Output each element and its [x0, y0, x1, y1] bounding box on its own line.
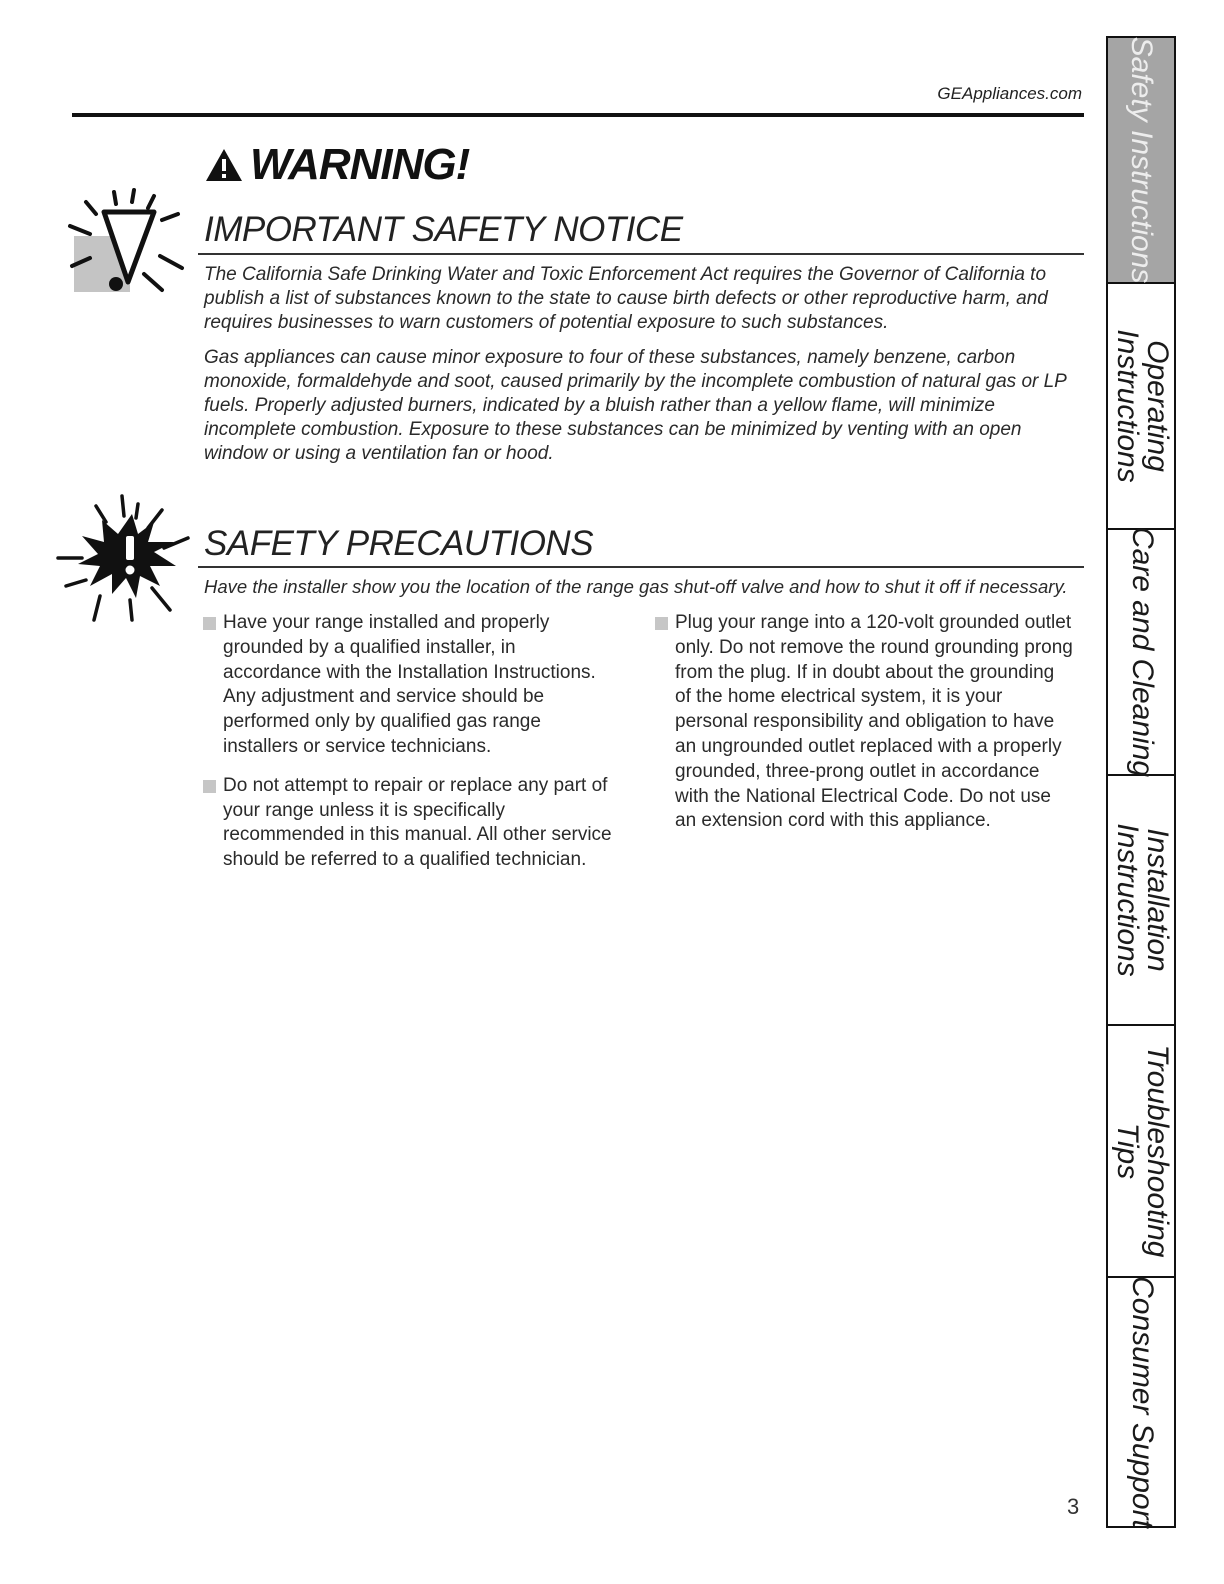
- tab-care-and-cleaning[interactable]: [1106, 526, 1176, 778]
- tab-label: [1112, 1045, 1172, 1258]
- tab-label-line: Installation: [1141, 828, 1174, 972]
- bullet-text: Plug your range into a 120-volt grounded outlet only. Do not remove the round grounding prong from the plug. If in doubt about the grounding of the home electrical system, it is your personal responsibility and obligation to have an ungrounded outlet replaced with a properly grounded, three-prong outlet in accordance with the National Electrical Code. Do not use an extension cord with this appliance.: [675, 612, 1073, 832]
- tab-label-line: Tips: [1111, 1122, 1144, 1180]
- warning-title: WARNING!: [250, 140, 470, 189]
- tab-safety-instructions[interactable]: [1106, 36, 1176, 284]
- tab-label-line: Instructions: [1111, 823, 1144, 977]
- starburst-exclamation-icon: [52, 490, 198, 635]
- tab-label: [1112, 329, 1172, 482]
- list-item: [203, 774, 613, 873]
- tab-operating-instructions[interactable]: [1106, 284, 1176, 530]
- warning-heading: [204, 140, 469, 190]
- tab-label-line: Instructions: [1111, 329, 1144, 483]
- site-url: GEAppliances.com: [937, 84, 1082, 103]
- precautions-rule: [198, 566, 1084, 568]
- tab-label: Safety Instructions: [1125, 36, 1158, 284]
- notice-title: IMPORTANT SAFETY NOTICE: [204, 210, 683, 249]
- bullet-square-icon: [203, 617, 216, 630]
- tab-label-line: Operating: [1141, 340, 1174, 472]
- notice-rule: [198, 253, 1084, 255]
- tab-label: Care and Cleaning: [1126, 526, 1159, 778]
- bullet-square-icon: [203, 780, 216, 793]
- bullet-text: Do not attempt to repair or replace any part of your range unless it is specifically recommended in this manual. All other service should be referred to a qualified technician.: [223, 774, 612, 871]
- right-bullet-column: [655, 611, 1075, 848]
- bullet-text: Have your range installed and properly grounded by a qualified installer, in accordance with the Installation Instructions. Any adjustment and service should be performed only by qualified gas range installers or service technicians.: [223, 612, 596, 757]
- page-number: 3: [1067, 1494, 1080, 1519]
- installer-note: Have the installer show you the location of the range gas shut-off valve and how to shut it off if necessary.: [204, 576, 1068, 597]
- notice-paragraph: The California Safe Drinking Water and Toxic Enforcement Act requires the Governor of California to publish a list of substances known to the state to cause birth defects or other reproductive harm, and requires businesses to warn customers of potential exposure to such substances.: [204, 264, 1048, 333]
- tab-label: [1112, 823, 1172, 976]
- tab-strip-edge: [1174, 36, 1176, 1528]
- precautions-title: SAFETY PRECAUTIONS: [204, 524, 594, 563]
- bullet-square-icon: [655, 617, 668, 630]
- notice-paragraph: Gas appliances can cause minor exposure to four of these substances, namely benzene, carbon monoxide, formaldehyde and soot, caused primarily by the incomplete combustion of natural gas or LP fuels. Properly adjusted burners, indicated by a bluish rather than a yellow flame, will minimize incomplete combustion. Exposure to these substances can be minimized by venting with an open window or using a ventilation fan or hood.: [204, 347, 1067, 464]
- tab-consumer-support[interactable]: [1106, 1278, 1176, 1528]
- tab-label: Consumer Support: [1126, 1276, 1159, 1528]
- tab-installation-instructions[interactable]: [1106, 776, 1176, 1026]
- warning-triangle-icon: [204, 147, 244, 183]
- tab-label-line: Troubleshooting: [1141, 1044, 1174, 1258]
- list-item: [655, 611, 1075, 834]
- exclamation-burst-icon: [58, 186, 188, 311]
- top-rule: [72, 113, 1084, 117]
- left-bullet-column: [203, 611, 613, 887]
- tab-troubleshooting-tips[interactable]: [1106, 1026, 1176, 1278]
- list-item: [203, 611, 613, 760]
